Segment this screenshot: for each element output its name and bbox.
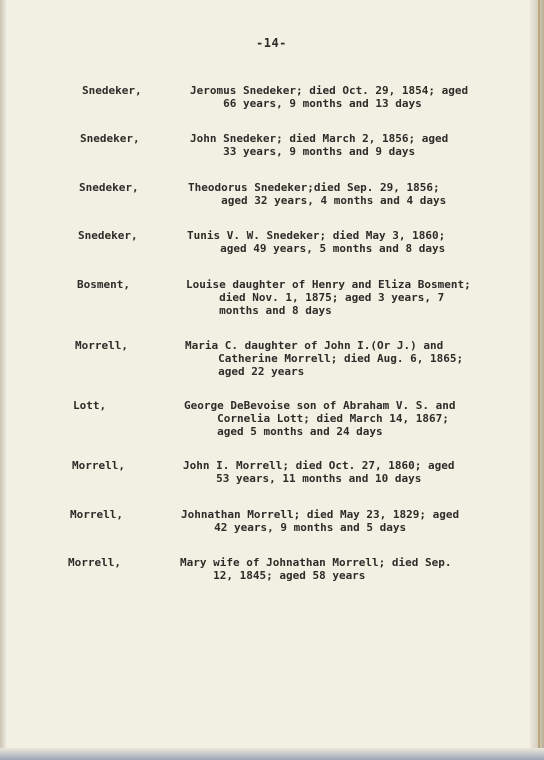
entry-text: Theodorus Snedeker;died Sep. 29, 1856; aged 32 years, 4 months and 4 days xyxy=(188,181,447,207)
cover-edge xyxy=(0,748,544,760)
page-number: -14- xyxy=(256,36,287,50)
entry-text: Mary wife of Johnathan Morrell; died Sep. 12, 1845; aged 58 years xyxy=(180,556,452,582)
book-spine-shadow xyxy=(0,0,6,760)
entry-text: Johnathan Morrell; died May 23, 1829; aged 42 years, 9 months and 5 days xyxy=(181,508,460,534)
entry-surname: Lott, xyxy=(73,399,107,412)
entry-text: Maria C. daughter of John I.(Or J.) and Catherine Morrell; died Aug. 6, 1865; aged 22 years xyxy=(185,339,464,378)
entry-text: Louise daughter of Henry and Eliza Bosment; died Nov. 1, 1875; aged 3 years, 7 months and 8 days xyxy=(186,278,471,317)
entry-surname: Morrell, xyxy=(68,556,121,569)
entry-surname: Bosment, xyxy=(77,278,130,291)
entry-text: Tunis V. W. Snedeker; died May 3, 1860; aged 49 years, 5 months and 8 days xyxy=(187,229,446,255)
entry-text: John Snedeker; died March 2, 1856; aged 33 years, 9 months and 9 days xyxy=(190,132,449,158)
entry-surname: Snedeker, xyxy=(79,181,139,194)
entry-text: George DeBevoise son of Abraham V. S. and Cornelia Lott; died March 14, 1867; aged 5 months and 24 days xyxy=(184,399,456,438)
entry-surname: Snedeker, xyxy=(82,84,142,97)
binding-strip xyxy=(538,0,540,760)
entry-text: Jeromus Snedeker; died Oct. 29, 1854; aged 66 years, 9 months and 13 days xyxy=(190,84,469,110)
entry-text: John I. Morrell; died Oct. 27, 1860; aged 53 years, 11 months and 10 days xyxy=(183,459,455,485)
entry-surname: Morrell, xyxy=(72,459,125,472)
page-edge xyxy=(530,0,544,760)
entry-surname: Snedeker, xyxy=(80,132,140,145)
entry-surname: Snedeker, xyxy=(78,229,138,242)
entry-surname: Morrell, xyxy=(75,339,128,352)
entry-surname: Morrell, xyxy=(70,508,123,521)
